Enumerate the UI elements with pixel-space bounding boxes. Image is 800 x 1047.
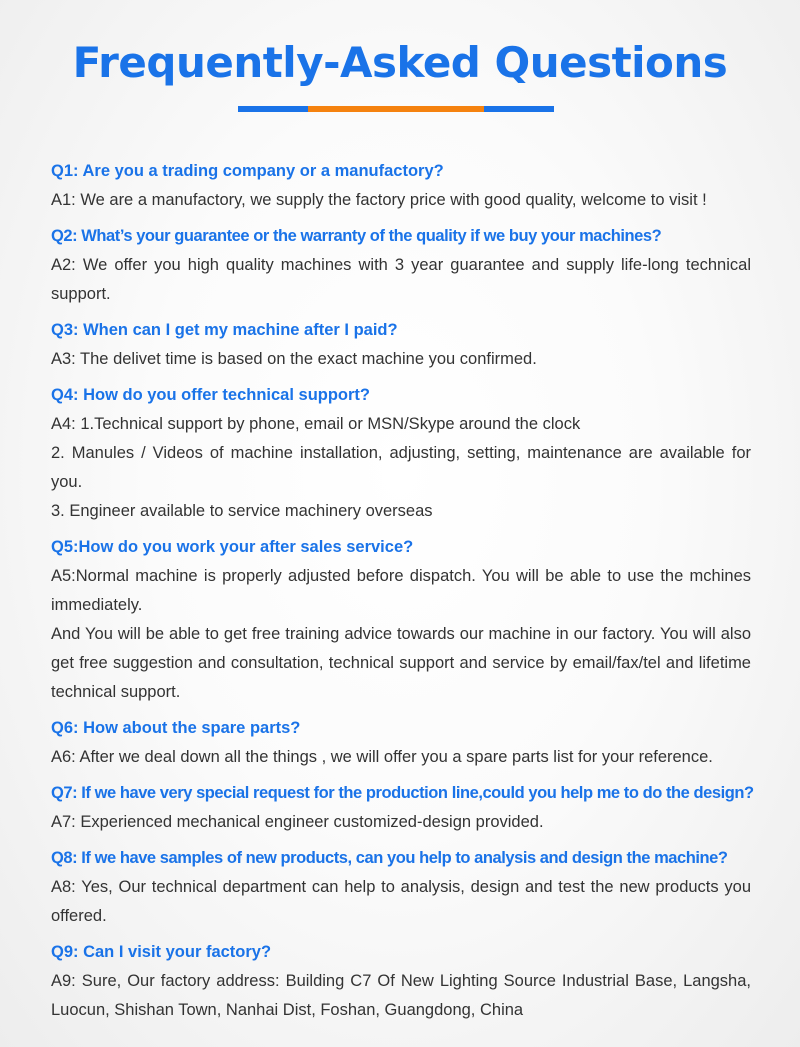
faq-question: Q2: What’s your guarantee or the warranty of the quality if we buy your machines? bbox=[51, 227, 662, 245]
faq-question: Q9: Can I visit your factory? bbox=[51, 943, 272, 961]
faq-item-6 bbox=[51, 713, 751, 772]
faq-answer-line: A7: Experienced mechanical engineer customized-design provided. bbox=[51, 813, 544, 831]
title-underline-center bbox=[308, 106, 484, 112]
title-underline-right bbox=[484, 106, 554, 112]
faq-item-1 bbox=[51, 156, 751, 215]
faq-answer bbox=[51, 873, 751, 931]
faq-question: Q3: When can I get my machine after I paid? bbox=[51, 321, 398, 339]
faq-answer bbox=[51, 186, 751, 215]
faq-item-3 bbox=[51, 315, 751, 374]
faq-answer bbox=[51, 251, 751, 309]
faq-answer-line: 3. Engineer available to service machinery overseas bbox=[51, 502, 433, 520]
faq-item-2 bbox=[51, 221, 751, 309]
faq-question: Q1: Are you a trading company or a manufactory? bbox=[51, 162, 444, 180]
faq-answer-line: A4: 1.Technical support by phone, email or MSN/Skype around the clock bbox=[51, 415, 581, 433]
faq-item-9 bbox=[51, 937, 751, 1025]
faq-question: Q4: How do you offer technical support? bbox=[51, 386, 371, 404]
faq-answer-line: A1: We are a manufactory, we supply the factory price with good quality, welcome to visit ! bbox=[51, 191, 707, 209]
faq-item-5 bbox=[51, 532, 751, 707]
faq-answer bbox=[51, 808, 751, 837]
faq-question: Q5:How do you work your after sales service? bbox=[51, 538, 414, 556]
faq-question: Q8: If we have samples of new products, can you help to analysis and design the machine? bbox=[51, 849, 728, 867]
faq-answer bbox=[51, 345, 751, 374]
faq-answer bbox=[51, 410, 751, 526]
faq-list bbox=[51, 156, 754, 1031]
faq-answer-line: A6: After we deal down all the things , we will offer you a spare parts list for your reference. bbox=[51, 748, 713, 766]
faq-answer-line: A8: Yes, Our technical department can help to analysis, design and test the new products you offered. bbox=[51, 878, 751, 925]
faq-answer bbox=[51, 967, 751, 1025]
faq-answer bbox=[51, 743, 751, 772]
faq-answer-line: A2: We offer you high quality machines with 3 year guarantee and supply life-long technical support. bbox=[51, 256, 751, 303]
faq-answer-line: And You will be able to get free training advice towards our machine in our factory. You will also get free suggestion and consultation, technical support and service by email/fax/tel and lifetime technical support. bbox=[51, 625, 751, 701]
faq-item-7 bbox=[51, 778, 754, 837]
title-underline-left bbox=[238, 106, 308, 112]
faq-answer-line: A9: Sure, Our factory address: Building C7 Of New Lighting Source Industrial Base, Langsha, Luocun, Shishan Town, Nanhai Dist, Foshan, Guangdong, China bbox=[51, 972, 751, 1019]
faq-question: Q7: If we have very special request for the production line,could you help me to do the design? bbox=[51, 784, 754, 802]
faq-answer-line: 2. Manules / Videos of machine installation, adjusting, setting, maintenance are available for you. bbox=[51, 444, 751, 491]
faq-answer-line: A5:Normal machine is properly adjusted before dispatch. You will be able to use the mchines immediately. bbox=[51, 567, 751, 614]
page-title: Frequently-Asked Questions bbox=[72, 38, 728, 87]
faq-answer bbox=[51, 562, 751, 707]
faq-answer-line: A3: The delivet time is based on the exact machine you confirmed. bbox=[51, 350, 537, 368]
faq-item-4 bbox=[51, 380, 751, 526]
faq-question: Q6: How about the spare parts? bbox=[51, 719, 301, 737]
faq-item-8 bbox=[51, 843, 751, 931]
